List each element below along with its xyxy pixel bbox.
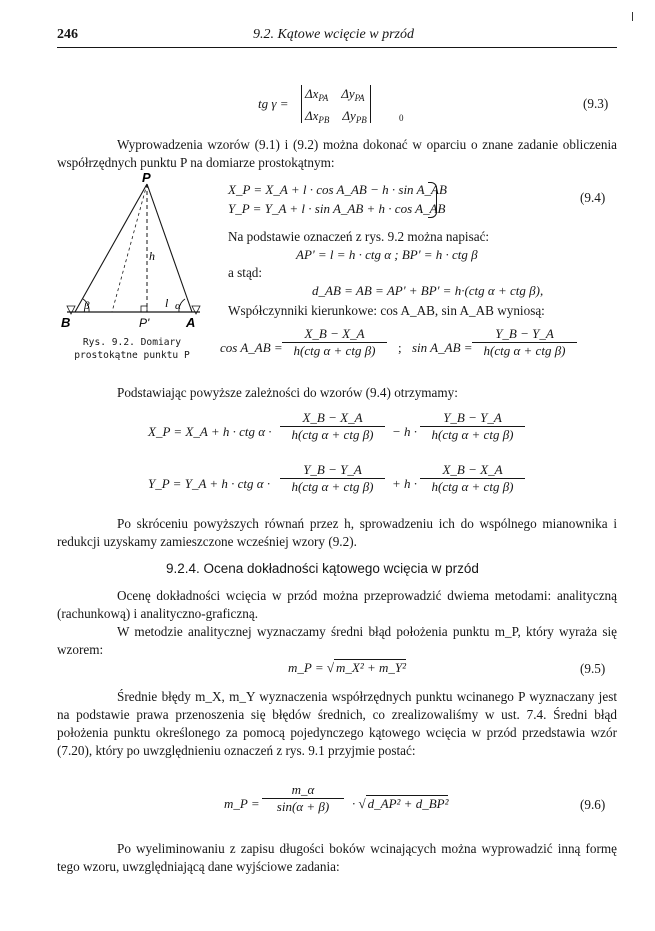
running-title: 9.2. Kątowe wcięcie w przód xyxy=(253,27,414,42)
eq95-number: (9.5) xyxy=(580,661,606,676)
coefficients-text: Współczynniki kierunkowe: cos A_AB, sin A_AB wyniosą: xyxy=(228,303,545,318)
figure-caption xyxy=(57,336,207,362)
caption-line-1: Rys. 9.2. Domiary xyxy=(82,337,182,348)
substitution-text: Podstawiając powyższe zależności do wzorów (9.4) otrzymamy: xyxy=(117,385,458,400)
distance-equation: d_AB = AB = AP' + BP' = h·(ctg α + ctg β), xyxy=(312,283,544,298)
eq94-line-2: Y_P = Y_A + l · sin A_AB + h · cos A_AB xyxy=(228,201,446,216)
caption-line-2: prostokątne punktu P xyxy=(74,350,190,361)
page-number: 246 xyxy=(57,27,78,42)
cos-sin-equations xyxy=(220,326,610,370)
xp-lhs: X_P = X_A + h · ctg α · xyxy=(148,424,272,439)
equation-9-3 xyxy=(258,85,618,125)
side-ap xyxy=(147,184,192,312)
yp-numerator-2: X_B − X_A xyxy=(420,462,525,479)
paragraph-methods: Ocenę dokładności wcięcia w przód można przeprowadzić dwiema metodami: analityczną (rachunkową) i analityczno-graficzną. xyxy=(57,588,617,621)
yp-numerator-1: Y_B − Y_A xyxy=(280,462,385,479)
xp-operator: − h · xyxy=(392,424,418,439)
scan-mark xyxy=(632,12,633,21)
paragraph-mean-errors: Średnie błędy m_X, m_Y wyznaczenia współrzędnych punktu wcinanego P wyznaczany jest na podstawie prawa przenoszenia się błędów średnich, co zrealizowaliśmy w ust. 7.4. Średni błąd położenia punktu określonego za pomocą pojedynczego kątowego wcięcia w przód przedstawia wzór (7.20), który po uwzględnieniu oznaczeń z rys. 9.1 przyjmie postać: xyxy=(57,689,617,758)
eq96-numerator: m_α xyxy=(262,782,344,799)
side-bp xyxy=(75,184,147,312)
page-header xyxy=(57,27,617,48)
paragraph-intro: Wyprowadzenia wzorów (9.1) i (9.2) można dokonać w oparciu o znane zadanie obliczenia współrzędnych punktu P na domiarze prostokątnym: xyxy=(57,137,617,170)
basis-intro: Na podstawie oznaczeń z rys. 9.2 można napisać: xyxy=(228,229,490,244)
equation-9-4 xyxy=(228,180,447,218)
eq93-lhs: tg γ = xyxy=(258,96,289,111)
label-h: h xyxy=(149,249,155,263)
eq96-lhs: m_P = xyxy=(224,796,260,811)
cos-numerator: X_B − X_A xyxy=(282,326,387,343)
eq96-root: · √ d_AP² + d_BP² xyxy=(352,796,449,811)
xp-equation xyxy=(148,410,568,454)
section-title: 9.2.4. Ocena dokładności kątowego wcięcia w przód xyxy=(166,561,479,576)
equation-9-5 xyxy=(288,660,406,676)
point-b-marker xyxy=(67,306,75,314)
label-b: B xyxy=(61,315,71,330)
label-beta: β xyxy=(84,300,90,312)
eq96-number: (9.6) xyxy=(580,797,606,812)
paragraph-analytic: W metodzie analitycznej wyznaczamy średni błąd położenia punktu m_P, który wyraża się wzorem: xyxy=(57,624,617,657)
xp-denominator-2: h(ctg α + ctg β) xyxy=(431,427,514,442)
yp-operator: + h · xyxy=(392,476,418,491)
cos-fraction xyxy=(282,326,387,359)
cos-denominator: h(ctg α + ctg β) xyxy=(293,343,376,358)
eq95-lhs: m_P = xyxy=(288,660,324,675)
basis-equation: AP' = l = h · ctg α ; BP' = h · ctg β xyxy=(296,247,478,262)
yp-fraction-1 xyxy=(280,462,385,495)
sin-fraction xyxy=(472,326,577,359)
det-suffix: 0 xyxy=(399,113,404,123)
sin-lhs: sin A_AB = xyxy=(412,340,473,355)
eq95-radicand: m_X² + m_Y² xyxy=(336,660,407,675)
paragraph-final: Po wyeliminowaniu z zapisu długości boków wcinających można wyprowadzić inną formę tego wzoru, uwzględniającą dane wyjściowe zadania: xyxy=(57,841,617,874)
eq94-number: (9.4) xyxy=(580,190,606,205)
label-p-foot: P' xyxy=(139,316,150,330)
yp-equation xyxy=(148,462,568,506)
sin-denominator: h(ctg α + ctg β) xyxy=(483,343,566,358)
xp-denominator-1: h(ctg α + ctg β) xyxy=(291,427,374,442)
eq94-brace xyxy=(428,182,437,218)
eq96-radicand: d_AP² + d_BP² xyxy=(367,796,449,811)
sin-numerator: Y_B − Y_A xyxy=(472,326,577,343)
eq94-line-1: X_P = X_A + l · cos A_AB − h · sin A_AB xyxy=(228,182,447,197)
eq96-fraction xyxy=(262,782,344,815)
xp-fraction-2 xyxy=(420,410,525,443)
label-p: P xyxy=(142,172,151,185)
yp-lhs: Y_P = Y_A + h · ctg α · xyxy=(148,476,271,491)
point-a-marker xyxy=(192,306,200,314)
right-angle-mark xyxy=(141,306,147,312)
label-alpha: α xyxy=(175,300,181,312)
xp-fraction-1 xyxy=(280,410,385,443)
determinant: $\Delta x_{PA}$ $\Delta y_{PA}$ $\Delta x_{PB}$ $\Delta y_{PB}$ xyxy=(301,85,371,123)
hence-text: a stąd: xyxy=(228,265,263,280)
label-l: l xyxy=(165,296,169,310)
yp-denominator-2: h(ctg α + ctg β) xyxy=(431,479,514,494)
cos-lhs: cos A_AB = xyxy=(220,340,283,355)
yp-denominator-1: h(ctg α + ctg β) xyxy=(291,479,374,494)
eq95-root: √ m_X² + m_Y² xyxy=(326,660,407,675)
label-a: A xyxy=(186,315,196,330)
eq93-number: (9.3) xyxy=(583,96,609,111)
cos-sin-separator: ; xyxy=(398,340,402,355)
xp-numerator-2: Y_B − Y_A xyxy=(420,410,525,427)
paragraph-reduction: Po skróceniu powyższych równań przez h, sprowadzeniu ich do wspólnego mianownika i redukcji uzyskamy zamieszczone wcześniej wzory (9.2). xyxy=(57,516,617,549)
figure-9-2 xyxy=(57,172,209,332)
ray-dashed xyxy=(112,184,147,312)
equation-9-6 xyxy=(224,782,454,826)
eq96-denominator: sin(α + β) xyxy=(276,799,330,814)
yp-fraction-2 xyxy=(420,462,525,495)
xp-numerator-1: X_B − X_A xyxy=(280,410,385,427)
